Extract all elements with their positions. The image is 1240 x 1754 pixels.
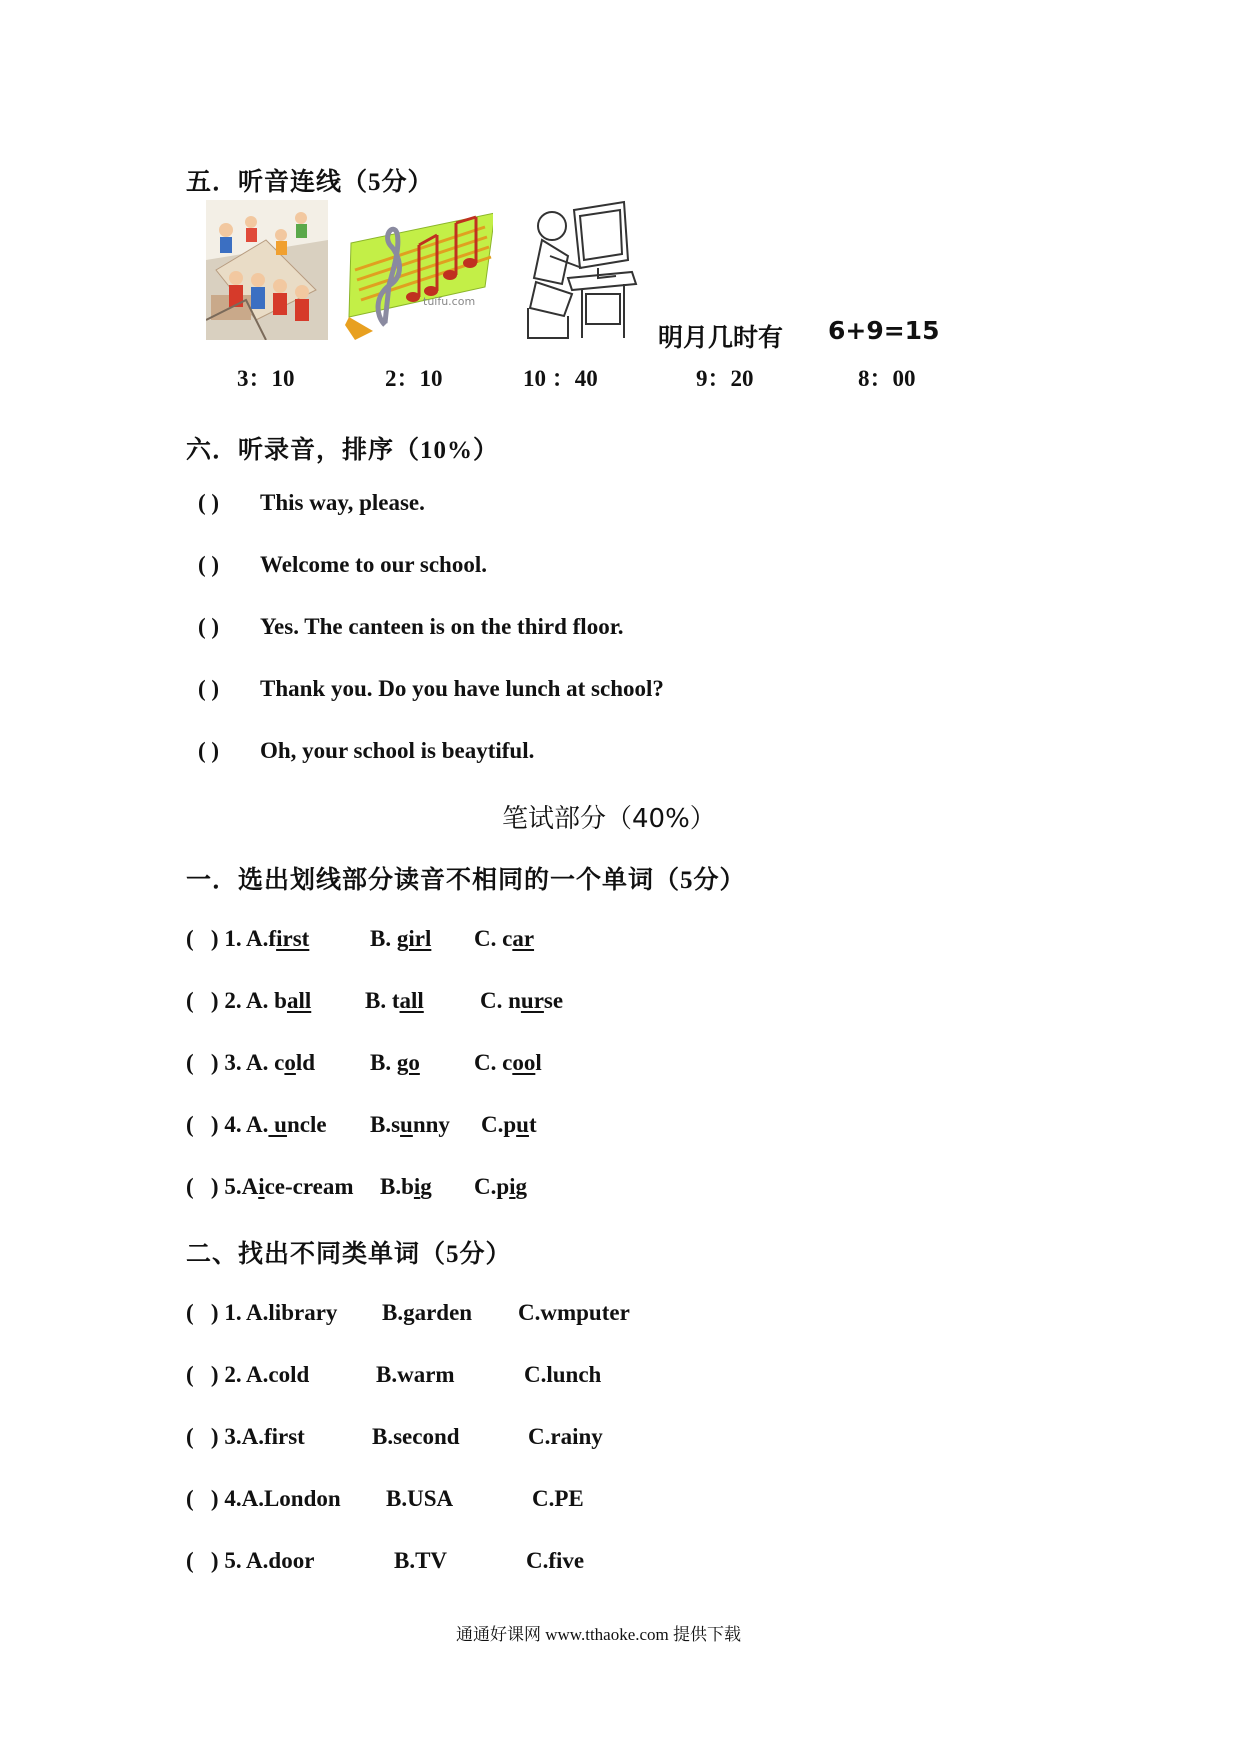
- underlined-part: u: [516, 1112, 529, 1137]
- answer-bracket[interactable]: ( ): [186, 1362, 219, 1387]
- option-b: B.second: [372, 1424, 460, 1449]
- answer-bracket[interactable]: ( ): [198, 614, 220, 639]
- option-c: [481, 1112, 537, 1138]
- question-row: [186, 1362, 309, 1388]
- option-b-text: B.b: [380, 1174, 414, 1199]
- option-b-text: B.: [370, 926, 397, 951]
- question-row: [186, 988, 311, 1014]
- dialogue-line: Yes. The canteen is on the third floor.: [260, 614, 624, 639]
- answer-bracket[interactable]: ( ): [198, 676, 220, 701]
- dialogue-line: Welcome to our school.: [260, 552, 487, 577]
- question-number: 3. A.: [224, 1050, 275, 1075]
- computer-user-image: [512, 198, 640, 343]
- question-row: [186, 1424, 305, 1450]
- underlined-part: go: [396, 1050, 420, 1075]
- option-c: [474, 1050, 542, 1076]
- question-row: [186, 1548, 314, 1574]
- question-number: 1. A.: [224, 926, 269, 951]
- underlined-part: all: [399, 988, 424, 1013]
- option-a-text: 4.A.London: [224, 1486, 341, 1511]
- music-notes-image: [345, 205, 493, 340]
- child-figure: [219, 223, 233, 253]
- answer-bracket[interactable]: ( ): [198, 490, 220, 515]
- option-a-text: 1. A.library: [224, 1300, 338, 1325]
- question-number: 4. A.: [224, 1112, 269, 1137]
- option-b: [380, 1174, 432, 1200]
- underlined-part: ur: [520, 988, 544, 1013]
- underlined-part: i: [509, 1174, 516, 1199]
- children-playing-image: [206, 200, 328, 340]
- answer-bracket[interactable]: ( ): [186, 1548, 219, 1573]
- option-b: [370, 1050, 420, 1076]
- underlined-part: u: [400, 1112, 413, 1137]
- option-c-text: C. c: [474, 926, 513, 951]
- question-number: 5.A: [224, 1174, 259, 1199]
- option-c: C.wmputer: [518, 1300, 630, 1325]
- question-row: [186, 1050, 315, 1076]
- answer-bracket[interactable]: ( ): [186, 1174, 219, 1199]
- watermark-text: tuifu.com: [423, 295, 476, 308]
- section6-title: 六．听录音，排序（10%）: [186, 437, 500, 464]
- part1-title: 一．选出划线部分读音不相同的一个单词（5分）: [186, 867, 746, 894]
- option-b: B.garden: [382, 1300, 473, 1325]
- option-c: [474, 1174, 527, 1200]
- underlined-part: oo: [512, 1050, 536, 1075]
- option-b: B.TV: [394, 1548, 448, 1573]
- answer-bracket[interactable]: ( ): [186, 1050, 219, 1075]
- option-b: B.warm: [376, 1362, 455, 1387]
- time-label: 9：20: [696, 366, 754, 391]
- option-b-text: B.: [370, 1050, 397, 1075]
- option-b: [370, 1112, 450, 1138]
- option-c-text: l: [535, 1050, 542, 1075]
- option-c: C.lunch: [524, 1362, 602, 1387]
- option-b: [365, 988, 424, 1014]
- option-b-text: B.s: [370, 1112, 401, 1137]
- option-c-text: se: [543, 988, 564, 1013]
- answer-bracket[interactable]: ( ): [198, 738, 220, 763]
- time-label: 10 ：40: [523, 366, 598, 391]
- option-b-text: B. t: [365, 988, 400, 1013]
- option-c-text: C. n: [480, 988, 521, 1013]
- option-a-text: 5. A.door: [224, 1548, 315, 1573]
- time-label: 8：00: [858, 366, 916, 391]
- answer-bracket[interactable]: ( ): [186, 926, 219, 951]
- option-b: B.USA: [386, 1486, 454, 1511]
- answer-bracket[interactable]: ( ): [186, 1300, 219, 1325]
- option-c-text: C.p: [474, 1174, 510, 1199]
- option-a-text: c: [274, 1050, 285, 1075]
- underlined-part: u: [268, 1112, 287, 1137]
- option-c-text: C. c: [474, 1050, 513, 1075]
- option-c: C.five: [526, 1548, 585, 1573]
- answer-bracket[interactable]: ( ): [186, 1424, 219, 1449]
- option-a-text: 2. A.cold: [224, 1362, 310, 1387]
- underlined-part: o: [284, 1050, 296, 1075]
- answer-bracket[interactable]: ( ): [186, 1486, 219, 1511]
- option-b-text: g: [420, 1174, 432, 1199]
- dialogue-line: Thank you. Do you have lunch at school?: [260, 676, 664, 701]
- option-a-text: 3.A.first: [224, 1424, 305, 1449]
- option-a-text: b: [274, 988, 287, 1013]
- written-part-title: 笔试部分（40%）: [502, 804, 716, 834]
- underlined-part: i: [413, 1174, 421, 1199]
- question-number: 2. A.: [224, 988, 275, 1013]
- section5-title: 五．听音连线（5分）: [186, 169, 434, 196]
- option-c: C.PE: [532, 1486, 584, 1511]
- option-a-text: f: [268, 926, 277, 951]
- question-row: [186, 1300, 337, 1326]
- answer-bracket[interactable]: ( ): [186, 988, 219, 1013]
- footer-text: 通通好课网 www.tthaoke.com 提供下载: [456, 1625, 742, 1644]
- option-a-text: ld: [295, 1050, 316, 1075]
- option-a-text: ncle: [286, 1112, 327, 1137]
- question-row: [186, 926, 309, 952]
- option-c: C.rainy: [528, 1424, 603, 1449]
- underlined-part: i: [258, 1174, 265, 1199]
- option-b: [370, 926, 431, 952]
- question-row: [186, 1174, 354, 1200]
- time-label: 3：10: [237, 366, 295, 391]
- underlined-part: irst: [276, 926, 310, 951]
- dialogue-line: This way, please.: [260, 490, 425, 515]
- underlined-part: girl: [396, 926, 432, 951]
- option-c: [474, 926, 534, 952]
- dialogue-line: Oh, your school is beaytiful.: [260, 738, 535, 763]
- time-label: 2：10: [385, 366, 443, 391]
- answer-bracket[interactable]: ( ): [186, 1112, 219, 1137]
- option-b-text: nny: [412, 1112, 450, 1137]
- caption-poem: 明月几时有: [658, 323, 784, 352]
- underlined-part: all: [286, 988, 312, 1013]
- option-c: [480, 988, 563, 1014]
- question-row: [186, 1112, 327, 1138]
- part2-title: 二、找出不同类单词（5分）: [186, 1241, 512, 1268]
- question-row: [186, 1486, 341, 1512]
- option-c-text: g: [515, 1174, 528, 1199]
- option-c-text: C.p: [481, 1112, 517, 1137]
- underlined-part: ar: [512, 926, 535, 951]
- answer-bracket[interactable]: ( ): [198, 552, 220, 577]
- caption-equation: 6+9=15: [828, 316, 940, 345]
- option-a-text: ce-cream: [264, 1174, 354, 1199]
- option-c-text: t: [528, 1112, 537, 1137]
